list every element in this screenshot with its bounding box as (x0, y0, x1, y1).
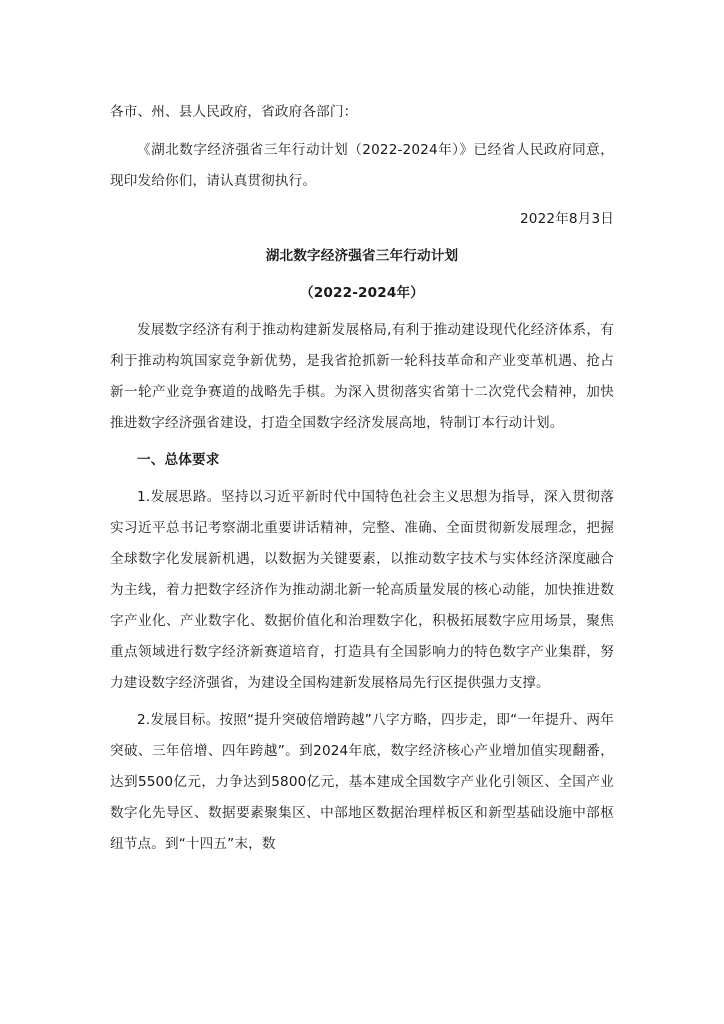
salutation: 各市、州、县人民政府，省政府各部门： (110, 104, 358, 120)
document-subtitle: （2022-2024年） (300, 285, 424, 301)
section-heading: 一、总体要求 (137, 452, 220, 468)
intro-paragraph: 发展数字经济有利于推动构建新发展格局,有利于推动建设现代化经济体系，有利于推动构筑国家竞争新优势，是我省抢抓新一轮科技革命和产业变革机遇、抢占新一轮产业竞争赛道的战略先手棋。为深入贯彻落实省第十二次党代会精神，加快推进数字经济强省建设，打造全国数字经济发展高地，特制订本行动计划。 (110, 322, 614, 431)
document-body (110, 97, 614, 866)
issue-date: 2022年8月3日 (519, 211, 614, 227)
item-2-paragraph: 2.发展目标。按照“提升突破倍增跨越”八字方略，四步走，即“一年提升、两年突破、三年倍增、四年跨越”。到2024年底，数字经济核心产业增加值实现翻番，达到5500亿元，力争达到5800亿元，基本建成全国数字产业化引领区、全国产业数字化先导区、数据要素聚集区、中部地区数据治理样板区和新型基础设施中部枢纽节点。到“十四五”末，数 (110, 712, 614, 852)
document-title: 湖北数字经济强省三年行动计划 (265, 248, 459, 264)
item-1-paragraph: 1.发展思路。坚持以习近平新时代中国特色社会主义思想为指导，深入贯彻落实习近平总书记考察湖北重要讲话精神，完整、准确、全面贯彻新发展理念，把握全球数字化发展新机遇，以数据为关键要素，以推动数字技术与实体经济深度融合为主线，着力把数字经济作为推动湖北新一轮高质量发展的核心动能，加快推进数字产业化、产业数字化、数据价值化和治理数字化，积极拓展数字应用场景，聚焦重点领域进行数字经济新赛道培育，打造具有全国影响力的特色数字产业集群，努力建设数字经济强省，为建设全国构建新发展格局先行区提供强力支撑。 (110, 489, 614, 691)
notice-paragraph: 《湖北数字经济强省三年行动计划（2022-2024年）》已经省人民政府同意，现印发给你们，请认真贯彻执行。 (110, 142, 614, 189)
